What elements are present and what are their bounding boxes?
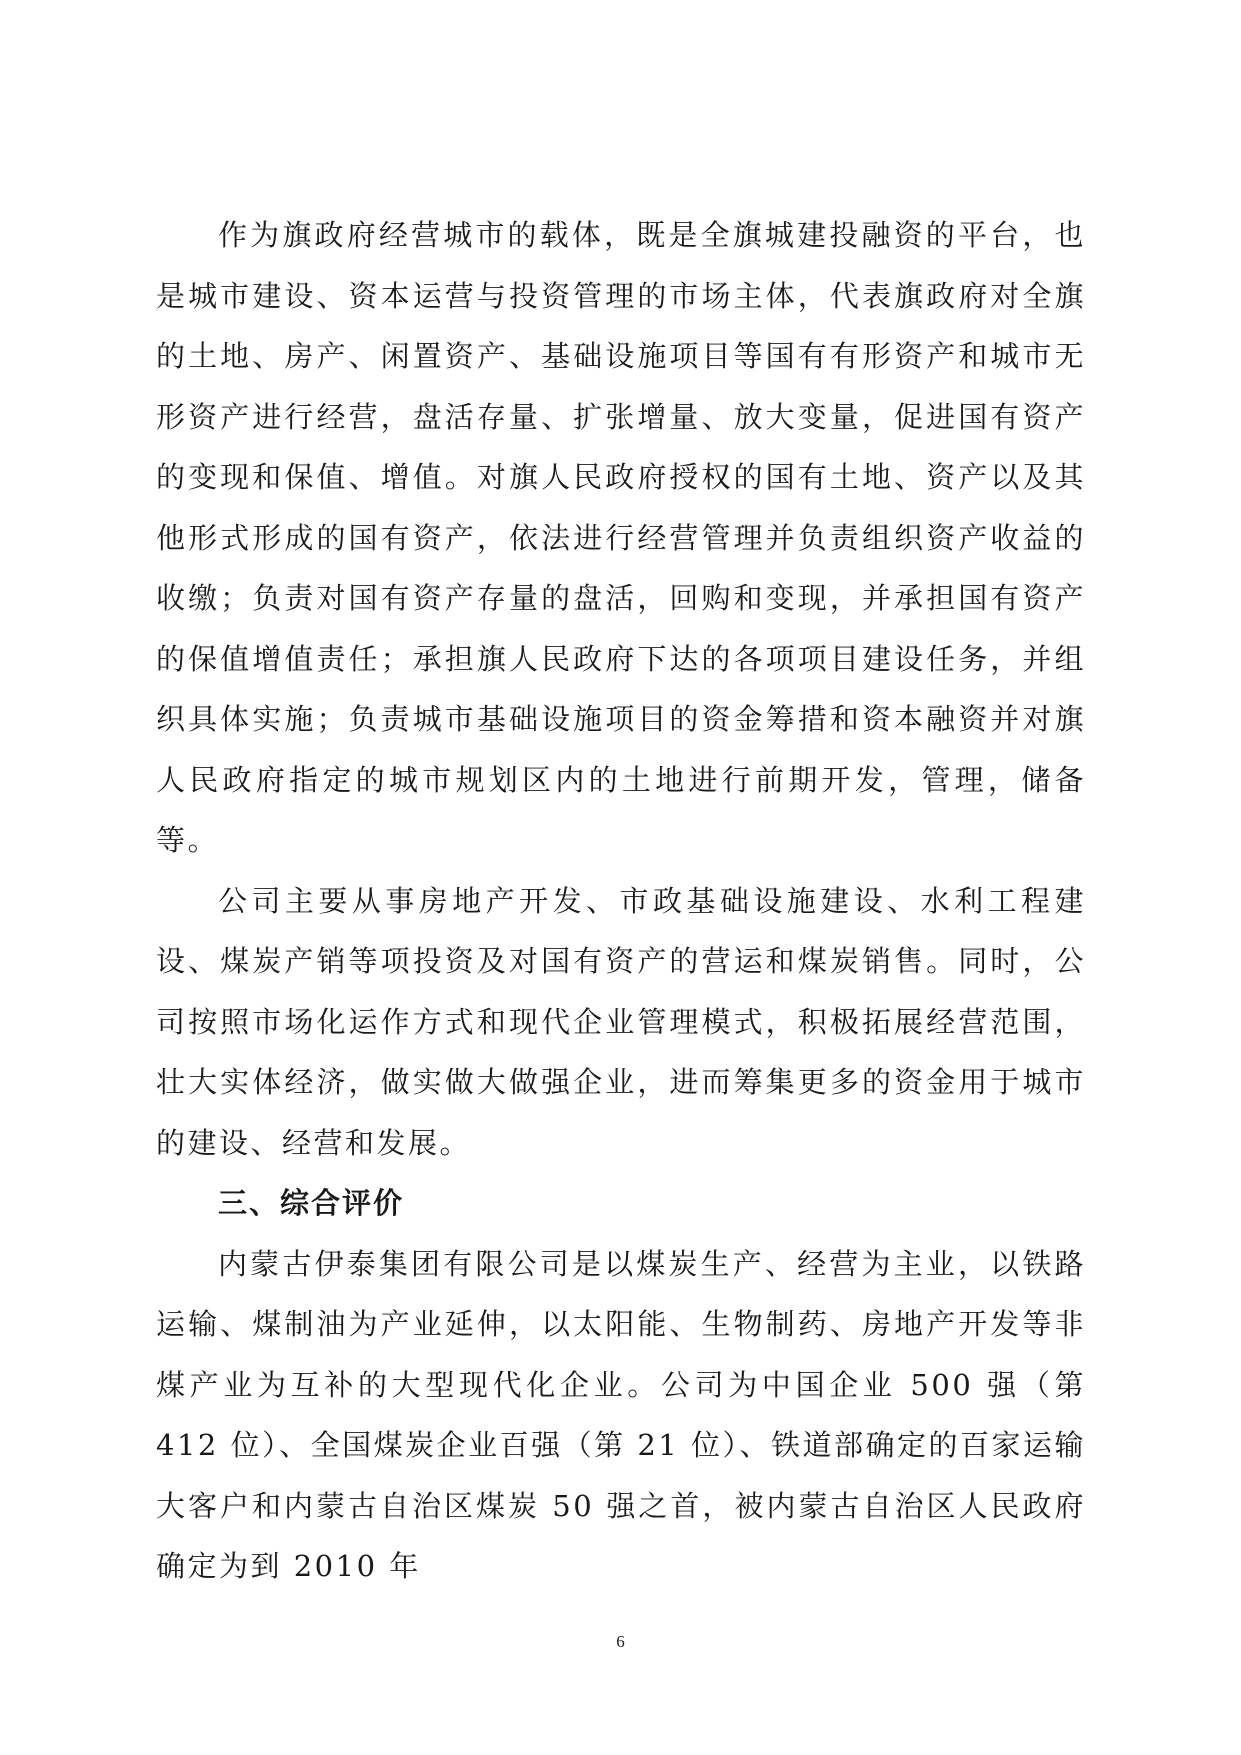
section-paragraph: 内蒙古伊泰集团有限公司是以煤炭生产、经营为主业，以铁路运输、煤制油为产业延伸，以太阳能、生物制药、房地产开发等非煤产业为互补的大型现代化企业。公司为中国企业 500 强（第 412 位）、全国煤炭企业百强（第 21 位）、铁道部确定的百家运输大客户和内蒙古自治区煤炭 50 强之首，被内蒙古自治区人民政府确定为到 2010 年	[156, 1246, 1086, 1583]
body-paragraph: 作为旗政府经营城市的载体，既是全旗城建投融资的平台，也是城市建设、资本运营与投资管理的市场主体，代表旗政府对全旗的土地、房产、闲置资产、基础设施项目等国有有形资产和城市无形资产进行经营，盘活存量、扩张增量、放大变量，促进国有资产的变现和保值、增值。对旗人民政府授权的国有土地、资产以及其他形式形成的国有资产，依法进行经营管理并负责组织资产收益的收缴；负责对国有资产存量的盘活，回购和变现，并承担国有资产的保值增值责任；承担旗人民政府下达的各项项目建设任务，并组织具体实施；负责城市基础设施项目的资金筹措和资本融资并对旗人民政府指定的城市规划区内的土地进行前期开发，管理，储备等。	[156, 218, 1086, 857]
page-number: 6	[616, 1632, 625, 1651]
section-heading: 三、综合评价	[218, 1186, 405, 1220]
page-body	[156, 205, 1086, 1597]
body-paragraph: 公司主要从事房地产开发、市政基础设施建设、水利工程建设、煤炭产销等项投资及对国有资产的营运和煤炭销售。同时，公司按照市场化运作方式和现代企业管理模式，积极拓展经营范围，壮大实体经济，做实做大做强企业，进而筹集更多的资金用于城市的建设、经营和发展。	[156, 883, 1086, 1160]
